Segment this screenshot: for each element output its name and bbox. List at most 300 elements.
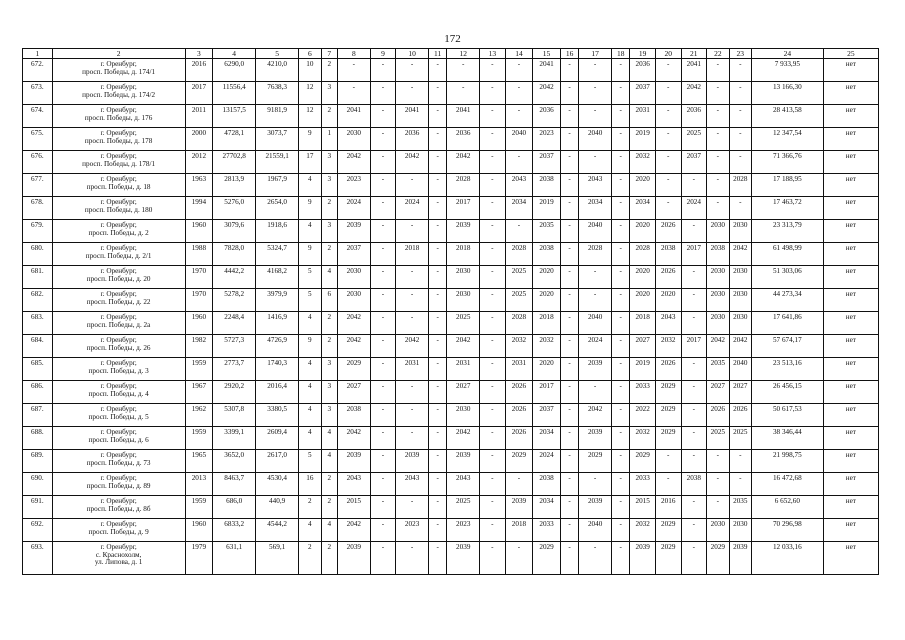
- value-cell: 2: [321, 197, 337, 220]
- value-cell: 2038: [533, 473, 561, 496]
- column-number-header: 14: [505, 49, 533, 59]
- value-cell: 2042: [396, 335, 429, 358]
- address-line: г. Оренбург,: [100, 336, 137, 344]
- value-cell: 2041: [396, 105, 429, 128]
- value-cell: 2027: [337, 381, 370, 404]
- table-row: [23, 335, 879, 358]
- address-line: просп. Победы, д. 178/1: [82, 159, 156, 168]
- value-cell: 2040: [579, 519, 612, 542]
- column-number-header: 15: [533, 49, 561, 59]
- column-number-header: 7: [321, 49, 337, 59]
- value-cell: 2020: [533, 358, 561, 381]
- address-line: г. Оренбург,: [100, 198, 137, 206]
- value-cell: 1: [321, 128, 337, 151]
- value-cell: 2020: [533, 289, 561, 312]
- value-cell: 2036: [533, 105, 561, 128]
- value-cell: 2042: [447, 427, 480, 450]
- value-cell: -: [611, 542, 629, 575]
- status-cell: нет: [823, 404, 878, 427]
- table-row: [23, 381, 879, 404]
- value-cell: -: [370, 105, 396, 128]
- table-row: [23, 197, 879, 220]
- address-line: г. Оренбург,: [100, 313, 137, 321]
- address-cell: [52, 542, 185, 575]
- value-cell: 2038: [337, 404, 370, 427]
- value-cell: -: [428, 335, 446, 358]
- value-cell: 2027: [447, 381, 480, 404]
- value-cell: 2031: [396, 358, 429, 381]
- value-cell: -: [480, 427, 506, 450]
- address-line: г. Оренбург,: [100, 290, 137, 298]
- value-cell: 1970: [185, 289, 213, 312]
- value-cell: 2038: [681, 473, 707, 496]
- value-cell: 2609,4: [256, 427, 299, 450]
- value-cell: 6833,2: [213, 519, 256, 542]
- column-number-header: 13: [480, 49, 506, 59]
- status-cell: нет: [823, 151, 878, 174]
- address-line: просп. Победы, д. 9: [88, 527, 149, 536]
- value-cell: 2042: [337, 519, 370, 542]
- value-cell: 569,1: [256, 542, 299, 575]
- value-cell: 631,1: [213, 542, 256, 575]
- value-cell: -: [505, 105, 533, 128]
- address-line: просп. Победы, д. 174/2: [82, 90, 156, 99]
- value-cell: -: [428, 105, 446, 128]
- value-cell: -: [370, 266, 396, 289]
- value-cell: 2034: [533, 496, 561, 519]
- value-cell: -: [480, 519, 506, 542]
- value-cell: -: [396, 59, 429, 82]
- address-line: просп. Победы, д. 73: [86, 458, 151, 467]
- row-number-cell: 681.: [23, 266, 53, 289]
- value-cell: 4: [299, 381, 321, 404]
- cost-cell: 21 998,75: [752, 450, 824, 473]
- value-cell: -: [480, 496, 506, 519]
- value-cell: 2039: [729, 542, 751, 575]
- address-line: просп. Победы, д. 8б: [86, 504, 151, 513]
- value-cell: 2039: [579, 496, 612, 519]
- value-cell: -: [729, 59, 751, 82]
- value-cell: 9: [299, 197, 321, 220]
- value-cell: 2030: [447, 404, 480, 427]
- value-cell: 2037: [533, 151, 561, 174]
- value-cell: 4: [321, 450, 337, 473]
- value-cell: -: [505, 59, 533, 82]
- value-cell: 27702,8: [213, 151, 256, 174]
- value-cell: 4168,2: [256, 266, 299, 289]
- value-cell: -: [655, 473, 681, 496]
- value-cell: -: [480, 358, 506, 381]
- address-line: просп. Победы, д. 2/1: [85, 251, 152, 260]
- value-cell: 2026: [655, 266, 681, 289]
- address-line: ул. Липова, д. 1: [94, 558, 143, 567]
- value-cell: 2032: [533, 335, 561, 358]
- address-cell: [52, 128, 185, 151]
- row-number-cell: 688.: [23, 427, 53, 450]
- value-cell: 1965: [185, 450, 213, 473]
- value-cell: -: [729, 128, 751, 151]
- value-cell: -: [505, 151, 533, 174]
- value-cell: 12: [299, 105, 321, 128]
- address-cell: [52, 519, 185, 542]
- row-number-cell: 693.: [23, 542, 53, 575]
- value-cell: 4530,4: [256, 473, 299, 496]
- value-cell: -: [370, 496, 396, 519]
- value-cell: -: [337, 59, 370, 82]
- value-cell: -: [480, 151, 506, 174]
- value-cell: -: [560, 496, 578, 519]
- value-cell: 2039: [579, 358, 612, 381]
- row-number-cell: 679.: [23, 220, 53, 243]
- address-line: просп. Победы, д. 4: [88, 389, 149, 398]
- cost-cell: 7 933,95: [752, 59, 824, 82]
- address-cell: [52, 496, 185, 519]
- value-cell: -: [707, 151, 729, 174]
- value-cell: 2030: [337, 128, 370, 151]
- status-cell: нет: [823, 519, 878, 542]
- value-cell: 4: [299, 174, 321, 197]
- value-cell: 2029: [533, 542, 561, 575]
- value-cell: 2019: [630, 128, 656, 151]
- value-cell: -: [396, 289, 429, 312]
- value-cell: -: [428, 243, 446, 266]
- value-cell: 2038: [533, 174, 561, 197]
- address-cell: [52, 59, 185, 82]
- row-number-cell: 691.: [23, 496, 53, 519]
- cost-cell: 44 273,34: [752, 289, 824, 312]
- address-line: г. Оренбург,: [100, 60, 137, 68]
- address-line: г. Оренбург,: [100, 359, 137, 367]
- value-cell: -: [480, 473, 506, 496]
- value-cell: 9: [299, 128, 321, 151]
- value-cell: 2: [299, 542, 321, 575]
- table-row: [23, 128, 879, 151]
- value-cell: 2019: [630, 358, 656, 381]
- value-cell: -: [579, 381, 612, 404]
- value-cell: -: [480, 542, 506, 575]
- value-cell: -: [655, 128, 681, 151]
- address-line: просп. Победы, д. 22: [86, 297, 151, 306]
- column-number-header: 3: [185, 49, 213, 59]
- table-body: [23, 59, 879, 575]
- value-cell: 5: [299, 266, 321, 289]
- value-cell: 2018: [447, 243, 480, 266]
- value-cell: 2027: [707, 381, 729, 404]
- value-cell: 2015: [337, 496, 370, 519]
- column-number-header: 19: [630, 49, 656, 59]
- value-cell: -: [611, 404, 629, 427]
- status-cell: нет: [823, 496, 878, 519]
- value-cell: 3979,9: [256, 289, 299, 312]
- value-cell: -: [396, 496, 429, 519]
- value-cell: 2026: [655, 220, 681, 243]
- value-cell: -: [681, 358, 707, 381]
- status-cell: нет: [823, 289, 878, 312]
- value-cell: -: [428, 174, 446, 197]
- value-cell: 2017: [681, 335, 707, 358]
- value-cell: 4728,1: [213, 128, 256, 151]
- value-cell: -: [681, 220, 707, 243]
- value-cell: -: [428, 128, 446, 151]
- value-cell: -: [681, 404, 707, 427]
- value-cell: -: [370, 404, 396, 427]
- value-cell: 2029: [707, 542, 729, 575]
- value-cell: 2654,0: [256, 197, 299, 220]
- value-cell: -: [611, 312, 629, 335]
- value-cell: -: [611, 174, 629, 197]
- value-cell: 2042: [447, 151, 480, 174]
- value-cell: 2041: [447, 105, 480, 128]
- value-cell: -: [611, 473, 629, 496]
- column-number-header: 16: [560, 49, 578, 59]
- value-cell: -: [447, 59, 480, 82]
- address-line: просп. Победы, д. 89: [86, 481, 151, 490]
- value-cell: 2037: [630, 82, 656, 105]
- value-cell: -: [579, 289, 612, 312]
- value-cell: 2000: [185, 128, 213, 151]
- value-cell: 13157,5: [213, 105, 256, 128]
- value-cell: 1982: [185, 335, 213, 358]
- column-number-header: 5: [256, 49, 299, 59]
- cost-cell: 12 033,16: [752, 542, 824, 575]
- cost-cell: 71 366,76: [752, 151, 824, 174]
- value-cell: -: [370, 450, 396, 473]
- value-cell: -: [611, 427, 629, 450]
- value-cell: -: [480, 289, 506, 312]
- row-number-cell: 676.: [23, 151, 53, 174]
- value-cell: -: [337, 82, 370, 105]
- value-cell: -: [681, 174, 707, 197]
- value-cell: 2038: [533, 243, 561, 266]
- value-cell: 2030: [729, 312, 751, 335]
- table-row: [23, 358, 879, 381]
- value-cell: -: [681, 519, 707, 542]
- address-line: с. Краснохолм,: [95, 550, 142, 559]
- value-cell: -: [681, 450, 707, 473]
- row-number-cell: 692.: [23, 519, 53, 542]
- value-cell: 2037: [337, 243, 370, 266]
- value-cell: 2: [299, 496, 321, 519]
- cost-cell: 17 463,72: [752, 197, 824, 220]
- value-cell: -: [655, 174, 681, 197]
- value-cell: 3: [321, 404, 337, 427]
- value-cell: -: [681, 542, 707, 575]
- value-cell: -: [579, 542, 612, 575]
- row-number-cell: 683.: [23, 312, 53, 335]
- value-cell: -: [370, 289, 396, 312]
- value-cell: -: [560, 450, 578, 473]
- value-cell: -: [579, 473, 612, 496]
- value-cell: 2024: [579, 335, 612, 358]
- value-cell: 2017: [185, 82, 213, 105]
- value-cell: -: [370, 427, 396, 450]
- value-cell: 2032: [630, 427, 656, 450]
- value-cell: 7828,0: [213, 243, 256, 266]
- value-cell: 2042: [396, 151, 429, 174]
- value-cell: 2039: [447, 450, 480, 473]
- address-cell: [52, 82, 185, 105]
- value-cell: -: [396, 220, 429, 243]
- value-cell: 2025: [447, 496, 480, 519]
- value-cell: 1416,9: [256, 312, 299, 335]
- value-cell: 2037: [681, 151, 707, 174]
- cost-cell: 6 652,60: [752, 496, 824, 519]
- cost-cell: 17 641,86: [752, 312, 824, 335]
- cost-cell: 61 498,99: [752, 243, 824, 266]
- value-cell: 2029: [337, 358, 370, 381]
- value-cell: 2025: [505, 289, 533, 312]
- value-cell: -: [480, 266, 506, 289]
- address-line: просп. Победы, д. 180: [84, 205, 153, 214]
- value-cell: 2043: [579, 174, 612, 197]
- value-cell: -: [560, 289, 578, 312]
- value-cell: -: [428, 381, 446, 404]
- status-cell: нет: [823, 220, 878, 243]
- cost-cell: 51 303,06: [752, 266, 824, 289]
- value-cell: -: [505, 473, 533, 496]
- column-number-header: 1: [23, 49, 53, 59]
- value-cell: -: [370, 312, 396, 335]
- value-cell: -: [560, 519, 578, 542]
- value-cell: 4: [299, 358, 321, 381]
- status-cell: нет: [823, 59, 878, 82]
- value-cell: 1994: [185, 197, 213, 220]
- value-cell: -: [396, 312, 429, 335]
- table-row: [23, 266, 879, 289]
- value-cell: -: [611, 197, 629, 220]
- value-cell: 2030: [707, 220, 729, 243]
- value-cell: 2013: [185, 473, 213, 496]
- value-cell: -: [560, 473, 578, 496]
- value-cell: -: [428, 404, 446, 427]
- value-cell: -: [505, 542, 533, 575]
- value-cell: 2030: [729, 289, 751, 312]
- row-number-cell: 675.: [23, 128, 53, 151]
- value-cell: 2026: [707, 404, 729, 427]
- row-number-cell: 685.: [23, 358, 53, 381]
- cost-cell: 23 313,79: [752, 220, 824, 243]
- value-cell: -: [611, 128, 629, 151]
- address-line: г. Оренбург,: [100, 152, 137, 160]
- row-number-cell: 680.: [23, 243, 53, 266]
- value-cell: -: [428, 473, 446, 496]
- value-cell: 2042: [447, 335, 480, 358]
- value-cell: 2015: [630, 496, 656, 519]
- status-cell: нет: [823, 381, 878, 404]
- status-cell: нет: [823, 450, 878, 473]
- value-cell: 1959: [185, 358, 213, 381]
- value-cell: -: [480, 59, 506, 82]
- value-cell: 2020: [630, 220, 656, 243]
- value-cell: 2039: [337, 542, 370, 575]
- row-number-cell: 678.: [23, 197, 53, 220]
- value-cell: -: [655, 450, 681, 473]
- value-cell: -: [480, 128, 506, 151]
- value-cell: 1967: [185, 381, 213, 404]
- address-cell: [52, 151, 185, 174]
- value-cell: 3073,7: [256, 128, 299, 151]
- value-cell: -: [396, 427, 429, 450]
- value-cell: 2042: [337, 151, 370, 174]
- value-cell: -: [611, 243, 629, 266]
- value-cell: -: [396, 266, 429, 289]
- value-cell: 17: [299, 151, 321, 174]
- address-cell: [52, 105, 185, 128]
- column-number-header: 8: [337, 49, 370, 59]
- value-cell: -: [370, 519, 396, 542]
- value-cell: 2030: [707, 519, 729, 542]
- value-cell: -: [611, 82, 629, 105]
- value-cell: -: [428, 542, 446, 575]
- value-cell: 4: [321, 427, 337, 450]
- value-cell: 2031: [447, 358, 480, 381]
- value-cell: 4: [299, 220, 321, 243]
- address-line: просп. Победы, д. 18: [86, 182, 151, 191]
- cost-cell: 23 513,16: [752, 358, 824, 381]
- value-cell: 2: [321, 312, 337, 335]
- value-cell: 2035: [707, 358, 729, 381]
- column-number-header: 6: [299, 49, 321, 59]
- column-number-header: 11: [428, 49, 446, 59]
- value-cell: 4: [299, 312, 321, 335]
- row-number-cell: 672.: [23, 59, 53, 82]
- value-cell: 2043: [505, 174, 533, 197]
- value-cell: 1918,6: [256, 220, 299, 243]
- value-cell: 2030: [337, 266, 370, 289]
- table-row: [23, 105, 879, 128]
- value-cell: -: [370, 381, 396, 404]
- value-cell: 2248,4: [213, 312, 256, 335]
- value-cell: 2030: [729, 220, 751, 243]
- row-number-cell: 689.: [23, 450, 53, 473]
- address-line: просп. Победы, д. 3: [88, 366, 149, 375]
- table-row: [23, 82, 879, 105]
- value-cell: -: [447, 82, 480, 105]
- value-cell: 1959: [185, 496, 213, 519]
- value-cell: -: [707, 105, 729, 128]
- value-cell: -: [370, 335, 396, 358]
- value-cell: 2024: [337, 197, 370, 220]
- value-cell: 9181,9: [256, 105, 299, 128]
- value-cell: 3: [321, 220, 337, 243]
- value-cell: 2029: [579, 450, 612, 473]
- value-cell: 2022: [630, 404, 656, 427]
- column-number-header: 17: [579, 49, 612, 59]
- value-cell: 2026: [655, 358, 681, 381]
- column-number-header: 2: [52, 49, 185, 59]
- value-cell: -: [611, 358, 629, 381]
- column-number-row: [23, 49, 879, 59]
- value-cell: 2018: [630, 312, 656, 335]
- address-line: г. Оренбург,: [100, 221, 137, 229]
- value-cell: 2039: [337, 220, 370, 243]
- value-cell: 12: [299, 82, 321, 105]
- value-cell: 5324,7: [256, 243, 299, 266]
- value-cell: 2: [321, 542, 337, 575]
- value-cell: 2029: [630, 450, 656, 473]
- value-cell: -: [560, 358, 578, 381]
- value-cell: 2: [321, 105, 337, 128]
- address-line: просп. Победы, д. 178: [84, 136, 153, 145]
- value-cell: 2020: [533, 266, 561, 289]
- address-cell: [52, 427, 185, 450]
- value-cell: 2028: [505, 243, 533, 266]
- value-cell: 2028: [729, 174, 751, 197]
- value-cell: -: [579, 59, 612, 82]
- value-cell: -: [370, 220, 396, 243]
- address-line: просп. Победы, д. 5: [88, 412, 149, 421]
- value-cell: 2023: [337, 174, 370, 197]
